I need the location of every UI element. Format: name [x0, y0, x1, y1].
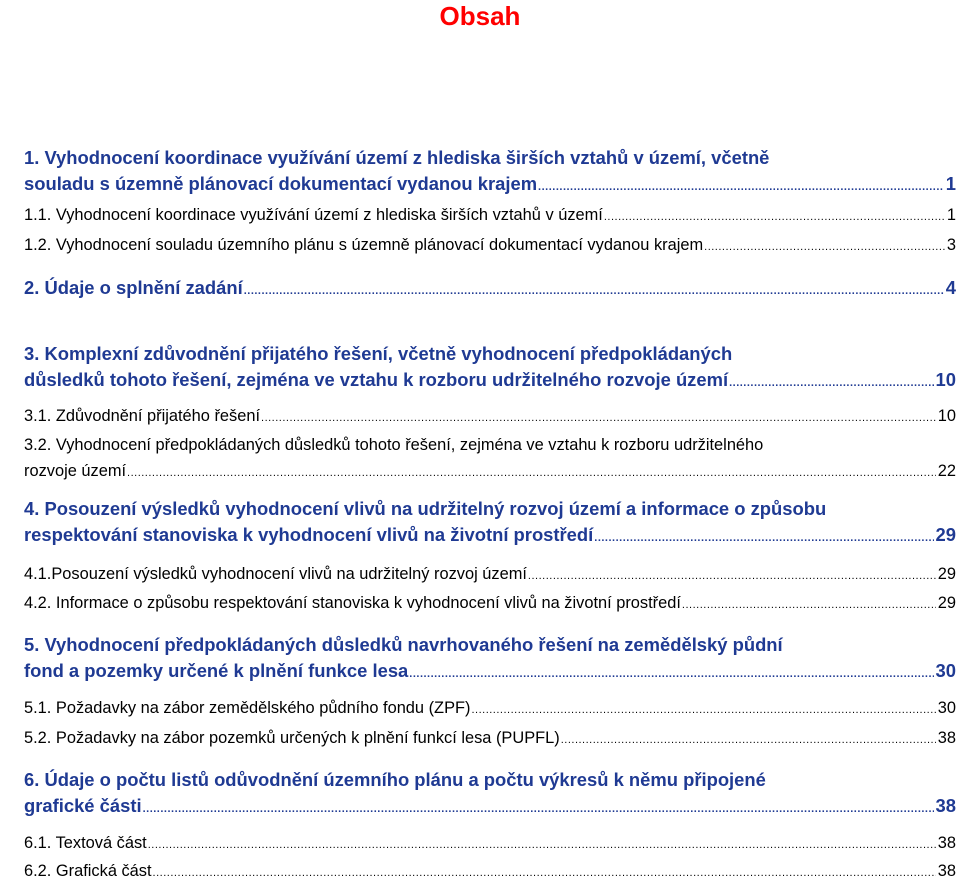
- toc-page-number: 1: [946, 206, 956, 224]
- toc-entry-text: Údaje o počtu listů odůvodnění územního plánu a počtu výkresů k němu připojené: [44, 769, 766, 790]
- dot-leader: [729, 370, 933, 396]
- dot-leader: [127, 460, 936, 486]
- toc-entry-number: 3.: [24, 343, 45, 364]
- toc-page-number: 29: [937, 565, 956, 583]
- toc-page-number: 29: [937, 594, 956, 612]
- toc-entry-text: 2. Údaje o splnění zadání: [24, 277, 243, 298]
- toc-entry-text: 3.1. Zdůvodnění přijatého řešení: [24, 407, 261, 425]
- toc-page-number: 38: [937, 834, 956, 852]
- toc-entry[interactable]: [0, 202, 956, 230]
- dot-leader: [604, 204, 945, 230]
- toc-entry-text: respektování stanoviska k vyhodnocení vlivů na životní prostředí: [24, 524, 594, 545]
- toc-page-number: 10: [935, 369, 956, 390]
- toc-entry-number: 4.: [24, 498, 45, 519]
- toc-entry-number: 6.: [24, 769, 45, 790]
- toc-entry-text: Komplexní zdůvodnění přijatého řešení, včetně vyhodnocení předpokládaných: [44, 343, 733, 364]
- toc-title: Obsah: [439, 1, 521, 31]
- dot-leader: [471, 697, 935, 723]
- toc-entry-number: 5.1.: [24, 699, 56, 717]
- toc-entry-number: 1.: [24, 147, 45, 168]
- toc-entry-number: 4.1.: [24, 565, 52, 583]
- toc-entry-text: 6.2. Grafická část: [24, 862, 152, 880]
- toc-entry-text: 5.1. Požadavky na zábor zemědělského půdního fondu (ZPF): [24, 699, 471, 717]
- toc-entry-number: 3.1.: [24, 407, 56, 425]
- toc-entry-text: fond a pozemky určené k plnění funkce lesa: [24, 660, 409, 681]
- toc-entry-number: 5.2.: [24, 729, 56, 747]
- toc-entry[interactable]: [0, 232, 956, 260]
- toc-page-number: 3: [946, 236, 956, 254]
- dot-leader: [594, 525, 933, 551]
- toc-page-number: 29: [935, 524, 956, 545]
- toc-entry[interactable]: [0, 632, 956, 687]
- toc-page-number: 38: [937, 862, 956, 880]
- toc-entry[interactable]: [0, 341, 956, 396]
- toc-entry-text: 4.1.Posouzení výsledků vyhodnocení vlivů na udržitelný rozvoj území: [24, 565, 527, 583]
- toc-entry-text: Vyhodnocení koordinace využívání území z hlediska širších vztahů v území, včetně: [44, 147, 770, 168]
- toc-entry[interactable]: [0, 767, 956, 822]
- toc-page-number: 10: [937, 407, 956, 425]
- toc-entry[interactable]: [0, 561, 956, 589]
- dot-leader: [261, 405, 936, 431]
- toc-entry-text: rozvoje území: [24, 462, 127, 480]
- toc-entry[interactable]: [0, 145, 956, 200]
- toc-entry-number: 6.1.: [24, 834, 56, 852]
- toc-entry-number: 5.: [24, 634, 45, 655]
- toc-page-number: 38: [937, 729, 956, 747]
- toc-page-number: 22: [937, 462, 956, 480]
- toc-page-number: 30: [935, 660, 956, 681]
- toc-entry-text: 1.2. Vyhodnocení souladu územního plánu s územně plánovací dokumentací vydanou krajem: [24, 236, 704, 254]
- toc-entry[interactable]: [0, 275, 956, 304]
- toc-entry[interactable]: [0, 496, 956, 551]
- toc-entry-number: 1.1.: [24, 206, 56, 224]
- toc-entry-number: 4.2.: [24, 594, 56, 612]
- toc-entry-text: důsledků tohoto řešení, zejména ve vztahu k rozboru udržitelného rozvoje území: [24, 369, 729, 390]
- toc-entry-text: 1.1. Vyhodnocení koordinace využívání území z hlediska širších vztahů v území: [24, 206, 603, 224]
- dot-leader: [409, 661, 933, 687]
- dot-leader: [148, 832, 936, 858]
- toc-entry-number: 6.2.: [24, 862, 56, 880]
- toc-entry-text: 5.2. Požadavky na zábor pozemků určených k plnění funkcí lesa (PUPFL): [24, 729, 560, 747]
- dot-leader: [143, 796, 934, 822]
- toc-entry-number: 3.2.: [24, 436, 56, 454]
- dot-leader: [561, 727, 936, 753]
- toc-page-number: 30: [937, 699, 956, 717]
- toc-page-number: 38: [935, 795, 956, 816]
- toc-entry-text: 6.1. Textová část: [24, 834, 147, 852]
- dot-leader: [704, 234, 945, 260]
- dot-leader: [528, 563, 936, 589]
- dot-leader: [153, 860, 936, 886]
- toc-entry-number: 2.: [24, 277, 45, 298]
- toc-entry[interactable]: [0, 695, 956, 723]
- toc-page-number: 1: [945, 173, 956, 194]
- toc-entry-text: grafické části: [24, 795, 142, 816]
- toc-entry[interactable]: [0, 432, 956, 486]
- toc-entry-text: Vyhodnocení předpokládaných důsledků tohoto řešení, zejména ve vztahu k rozboru udržitelného: [55, 436, 764, 454]
- dot-leader: [682, 592, 936, 618]
- toc-entry[interactable]: [0, 858, 956, 886]
- toc-entry[interactable]: [0, 830, 956, 858]
- dot-leader: [538, 174, 944, 200]
- toc-entry-number: 1.2.: [24, 236, 56, 254]
- toc-entry[interactable]: [0, 403, 956, 431]
- dot-leader: [244, 278, 944, 304]
- toc-entry-text: 4.2. Informace o způsobu respektování stanoviska k vyhodnocení vlivů na životní prostředí: [24, 594, 681, 612]
- toc-entry-text: souladu s územně plánovací dokumentací vydanou krajem: [24, 173, 538, 194]
- toc-page-number: 4: [945, 277, 956, 298]
- toc-entry[interactable]: [0, 590, 956, 618]
- toc-entry[interactable]: [0, 725, 956, 753]
- toc-entry-text: Posouzení výsledků vyhodnocení vlivů na udržitelný rozvoj území a informace o způsobu: [44, 498, 827, 519]
- toc-entry-text: Vyhodnocení předpokládaných důsledků navrhovaného řešení na zemědělský půdní: [44, 634, 783, 655]
